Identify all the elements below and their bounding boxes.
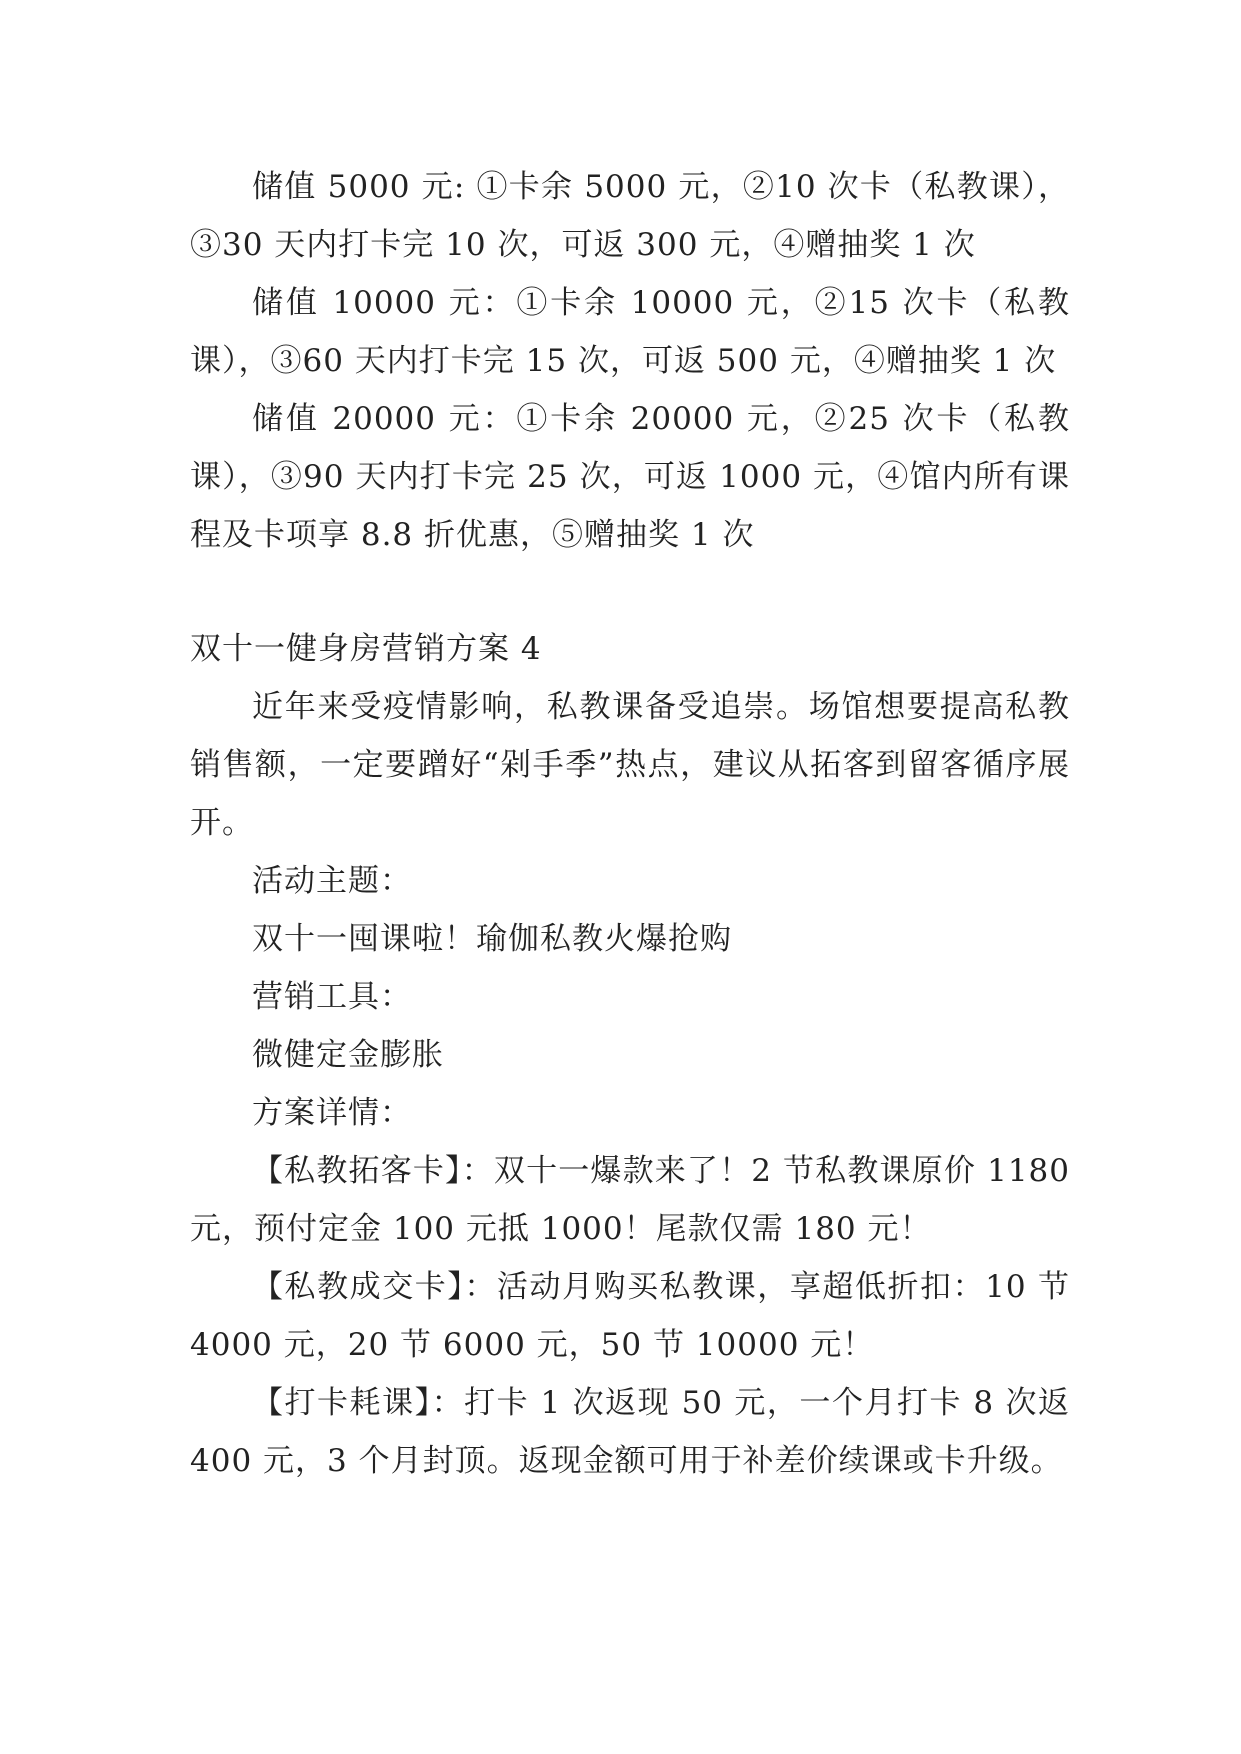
paragraph-stored-value-5000: 储值 5000 元: ①卡余 5000 元，②10 次卡（私教课），③30 天内打卡完 10 次，可返 300 元，④赠抽奖 1 次 — [190, 169, 1070, 263]
detail-label: 方案详情： — [252, 1095, 412, 1131]
detail-trial-card: 【私教拓客卡】：双十一爆款来了！2 节私教课原价 1180 元，预付定金 100 元抵 1000！尾款仅需 180 元！ — [190, 1153, 1070, 1247]
paragraph-stored-value-10000: 储值 10000 元：①卡余 10000 元，②15 次卡（私教课），③60 天内打卡完 15 次，可返 500 元，④赠抽奖 1 次 — [190, 285, 1070, 379]
paragraph-stored-value-20000: 储值 20000 元：①卡余 20000 元，②25 次卡（私教课），③90 天内打卡完 25 次，可返 1000 元，④馆内所有课程及卡项享 8.8 折优惠，⑤赠抽奖 1 次 — [190, 401, 1070, 553]
theme-value: 双十一囤课啦！瑜伽私教火爆抢购 — [252, 921, 732, 957]
paragraph-intro: 近年来受疫情影响，私教课备受追崇。场馆想要提高私教销售额，一定要蹭好“剁手季”热点，建议从拓客到留客循序展开。 — [190, 689, 1070, 841]
section-title: 双十一健身房营销方案 4 — [190, 631, 542, 667]
detail-checkin: 【打卡耗课】：打卡 1 次返现 50 元，一个月打卡 8 次返 400 元，3 个月封顶。返现金额可用于补差价续课或卡升级。 — [190, 1385, 1070, 1479]
detail-deal-card: 【私教成交卡】：活动月购买私教课，享超低折扣：10 节 4000 元，20 节 6000 元，50 节 10000 元！ — [190, 1269, 1070, 1363]
tool-label: 营销工具： — [252, 979, 412, 1015]
theme-label: 活动主题： — [252, 863, 412, 899]
document-body — [190, 158, 1070, 1490]
tool-value: 微健定金膨胀 — [252, 1037, 444, 1073]
